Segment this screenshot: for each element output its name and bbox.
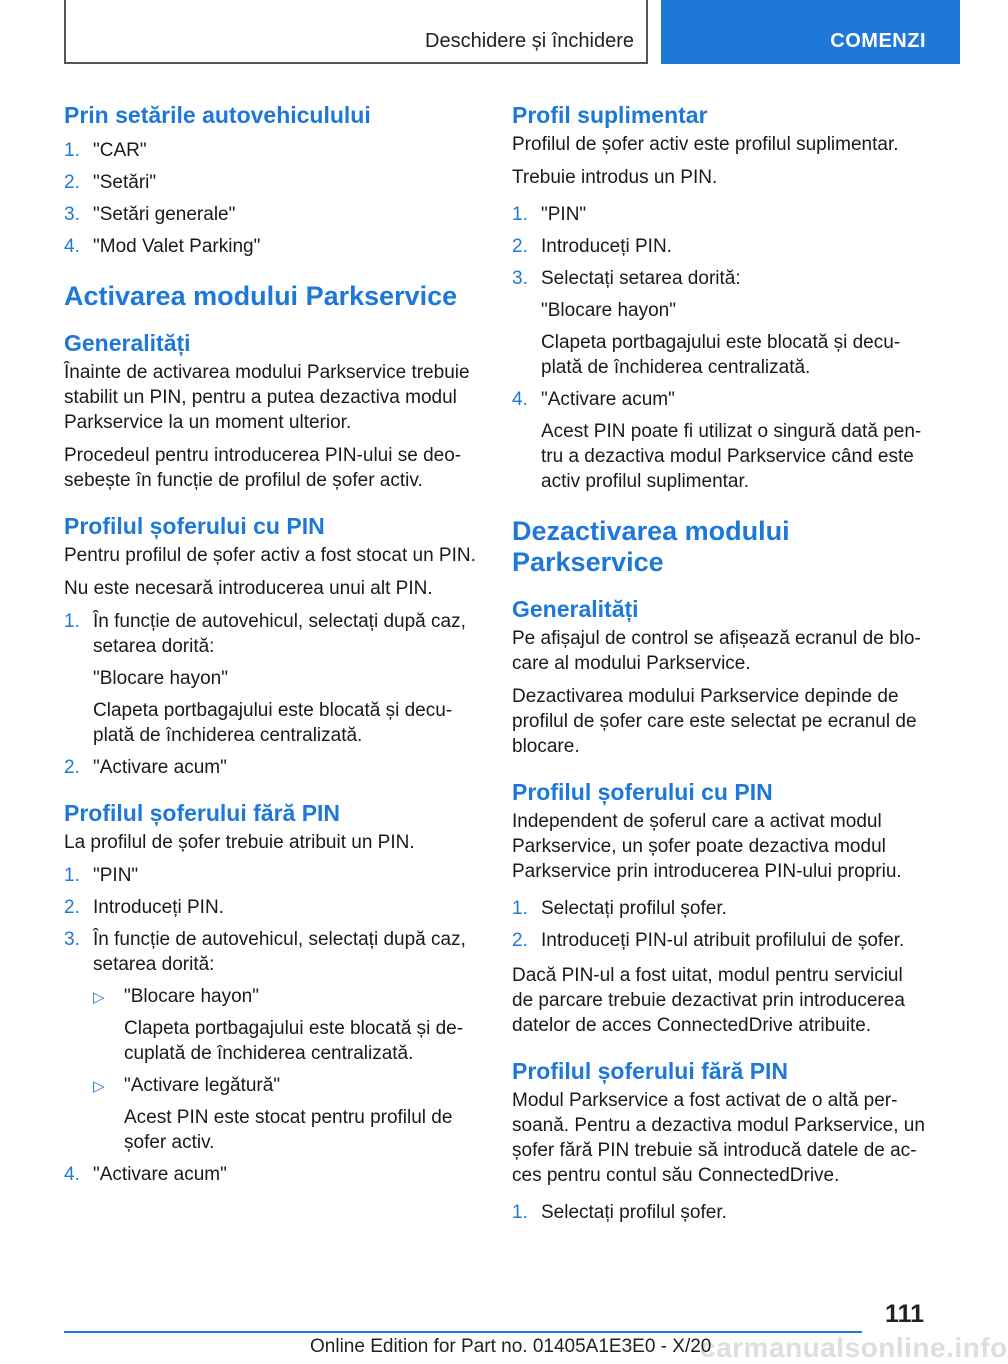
- list-item: 2. "Setări": [64, 172, 157, 193]
- extra-paragraph-1: Profilul de șofer activ este profilul suplimentar.: [512, 134, 899, 155]
- list-item: 1. În funcție de autovehicul, selectați după caz, setarea dorită: "Blocare hayon" Clapeta portbagajului este blocată și decuplată de închiderea centralizată.: [64, 611, 466, 746]
- with-pin-steps-list: [64, 609, 480, 780]
- extra-steps-list: [512, 202, 926, 494]
- with-pin-paragraph-1: Pentru profilul de șofer activ a fost stocat un PIN.: [64, 545, 476, 566]
- triangle-bullet-icon: ▷: [93, 1078, 105, 1095]
- list-item: 2. "Activare acum": [64, 757, 227, 778]
- with-pin-paragraph-2: Nu este necesară introducerea unui alt PIN.: [64, 578, 433, 599]
- heading-activation: Activarea modului Parkservice: [64, 281, 458, 311]
- general-paragraph-2: Procedeul pentru introducerea PIN-ului se deosebește în funcție de profilul de șofer activ.: [64, 445, 462, 491]
- chapter-tab-label: COMENZI: [830, 30, 926, 52]
- right-column: [512, 100, 926, 1235]
- list-item: 2. Introduceți PIN.: [512, 236, 672, 257]
- general-paragraph-1: Înainte de activarea modului Parkservice trebuie stabilit un PIN, pentru a putea dezactiva modul Parkservice la un moment ulterior.: [64, 362, 470, 433]
- right-without-pin-paragraph-1: Modul Parkservice a fost activat de o altă persoană. Pentru a dezactiva modul Parkservice, un șofer fără PIN trebuie să introducă datele de acces pentru contul său ConnectedDrive.: [512, 1090, 925, 1186]
- list-item: 2. Introduceți PIN.: [64, 897, 224, 918]
- list-item: 4. "Activare acum": [64, 1164, 227, 1185]
- list-item: 4. "Mod Valet Parking": [64, 236, 261, 257]
- heading-general: Generalități: [64, 330, 191, 356]
- list-item: 4. "Activare acum" Acest PIN poate fi utilizat o singură dată pentru a dezactiva modul Parkservice când este activ profilul suplimentar.: [512, 389, 922, 492]
- right-with-pin-steps-list: [512, 896, 926, 953]
- list-item: 1. "PIN": [64, 865, 139, 886]
- list-item: 1. Selectați profilul șofer.: [512, 1202, 727, 1223]
- header-section-box: [64, 0, 648, 64]
- heading-with-pin: Profilul șoferului cu PIN: [64, 513, 325, 539]
- list-item: 3. Selectați setarea dorită: "Blocare hayon" Clapeta portbagajului este blocată și decuplată de închiderea centralizată.: [512, 268, 901, 378]
- heading-general-right: Generalități: [512, 596, 639, 622]
- heading-without-pin: Profilul șoferului fără PIN: [64, 800, 341, 826]
- right-general-paragraph-2: Dezactivarea modului Parkservice depinde de profilul de șofer care este selectat pe ecranul de blocare.: [512, 686, 917, 757]
- without-pin-paragraph-1: La profilul de șofer trebuie atribuit un PIN.: [64, 832, 415, 853]
- vehicle-steps-list: [64, 138, 480, 259]
- bullet-item: ▷ "Blocare hayon" Clapeta portbagajului este blocată și decuplată de închiderea centralizată.: [93, 986, 464, 1064]
- list-item: 1. "CAR": [64, 140, 147, 161]
- list-item: 1. Selectați profilul șofer.: [512, 898, 727, 919]
- heading-deactivation: Dezactivarea modului Parkservice: [512, 516, 790, 577]
- heading-vehicle-settings: Prin setările autovehiculului: [64, 102, 371, 128]
- edition-text: Online Edition for Part no. 01405A1E3E0 - X/20: [310, 1336, 712, 1357]
- page-number: 111: [885, 1300, 924, 1328]
- left-column: [64, 100, 480, 1197]
- section-title: Deschidere și închidere: [425, 30, 634, 52]
- heading-extra-profile: Profil suplimentar: [512, 102, 708, 128]
- list-item: 2. Introduceți PIN-ul atribuit profilului de șofer.: [512, 930, 905, 951]
- extra-paragraph-2: Trebuie introdus un PIN.: [512, 167, 718, 188]
- right-general-paragraph-1: Pe afișajul de control se afișează ecranul de blocare al modului Parkservice.: [512, 628, 921, 674]
- right-without-pin-steps-list: [512, 1200, 926, 1225]
- chapter-tab[interactable]: [661, 0, 960, 64]
- bullet-item: ▷ "Activare legătură" Acest PIN este stocat pentru profilul de șofer activ.: [93, 1075, 453, 1153]
- right-with-pin-paragraph-1: Independent de șoferul care a activat modul Parkservice, un șofer poate dezactiva modul Parkservice prin introducerea PIN-ului propriu.: [512, 811, 902, 882]
- list-item: 1. "PIN": [512, 204, 587, 225]
- triangle-bullet-icon: ▷: [93, 989, 105, 1006]
- without-pin-steps-list: [64, 863, 480, 1187]
- watermark: carmanualsonline.info: [700, 1332, 1008, 1363]
- heading-without-pin-right: Profilul șoferului fără PIN: [512, 1058, 789, 1084]
- list-item: 3. "Setări generale": [64, 204, 236, 225]
- heading-with-pin-right: Profilul șoferului cu PIN: [512, 779, 773, 805]
- right-with-pin-paragraph-2: Dacă PIN-ul a fost uitat, modul pentru serviciul de parcare trebuie dezactivat prin introducerea datelor de acces ConnectedDrive atribuite.: [512, 965, 905, 1036]
- list-item: 3. În funcție de autovehicul, selectați după caz, setarea dorită: ▷ "Blocare hayon" Clapeta portbagajului este blocată și decuplată de închiderea centralizată. ▷ "Activare legătură" Acest PIN este stocat pentru profilul de șofer activ.: [64, 927, 480, 1155]
